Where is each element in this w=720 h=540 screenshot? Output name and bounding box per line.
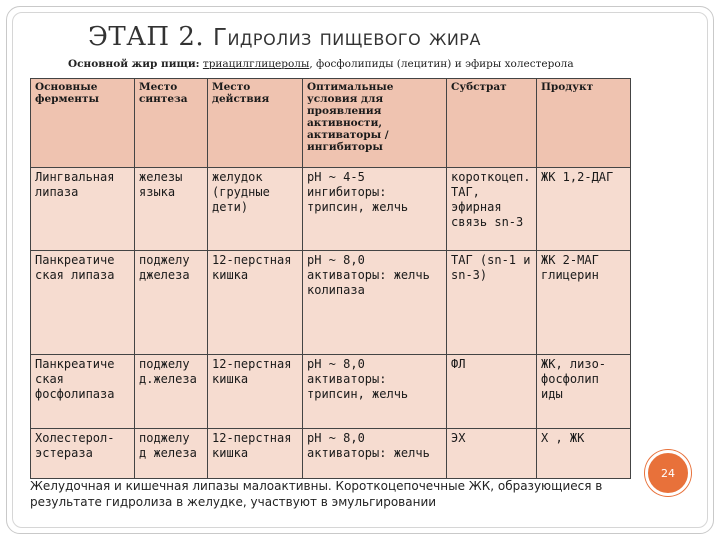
subtitle-lead: Основной жир пищи: xyxy=(68,58,200,70)
page-number-badge xyxy=(645,450,691,496)
cell-product: ЖК 2-МАГ глицерин xyxy=(537,251,631,355)
title-topic: Гидролиз пищевого жира xyxy=(212,25,481,51)
subtitle-main-fat: триацилглицеролы xyxy=(202,58,310,70)
cell-enzyme: Холестерол-эстераза xyxy=(31,429,135,479)
cell-conditions: рН ~ 4-5 ингибиторы: трипсин, желчь xyxy=(303,168,447,251)
footnote: Желудочная и кишечная липазы малоактивны. Короткоцепочечные ЖК, образующиеся в результате гидролиза в желудке, участвуют в эмульгировании xyxy=(30,479,603,509)
cell-enzyme: Лингвальная липаза xyxy=(31,168,135,251)
slide-title xyxy=(88,22,481,52)
header-substrate: Субстрат xyxy=(447,79,537,168)
cell-action: желудок (грудные дети) xyxy=(208,168,303,251)
cell-substrate: ТАГ (sn-1 и sn-3) xyxy=(447,251,537,355)
header-synthesis-site: Место синтеза xyxy=(135,79,208,168)
table-row xyxy=(31,251,631,355)
cell-substrate: ФЛ xyxy=(447,355,537,429)
cell-product: ЖК, лизо-фосфолип иды xyxy=(537,355,631,429)
cell-conditions: рН ~ 8,0 активаторы: желчь xyxy=(303,429,447,479)
cell-conditions: рН ~ 8,0 активаторы: трипсин, желчь xyxy=(303,355,447,429)
cell-product: ЖК 1,2-ДАГ xyxy=(537,168,631,251)
cell-action: 12-перстная кишка xyxy=(208,355,303,429)
table-row xyxy=(31,429,631,479)
enzymes-table xyxy=(30,78,631,479)
cell-conditions: рН ~ 8,0 активаторы: желчь колипаза xyxy=(303,251,447,355)
header-conditions: Оптимальные условия для проявления активности, активаторы /ингибиторы xyxy=(303,79,447,168)
cell-action: 12-перстная кишка xyxy=(208,429,303,479)
header-product: Продукт xyxy=(537,79,631,168)
title-stage: ЭТАП 2. xyxy=(88,22,205,52)
cell-enzyme: Панкреатиче ская фосфолипаза xyxy=(31,355,135,429)
cell-product: Х , ЖК xyxy=(537,429,631,479)
page-number: 24 xyxy=(661,466,675,480)
header-enzymes: Основные ферменты xyxy=(31,79,135,168)
cell-synthesis: поджелу д железа xyxy=(135,429,208,479)
subtitle-rest: , фосфолипиды (лецитин) и эфиры холестерола xyxy=(309,58,574,70)
cell-synthesis: железы языка xyxy=(135,168,208,251)
cell-substrate: короткоцеп. ТАГ, эфирная связь sn-3 xyxy=(447,168,537,251)
table-header-row xyxy=(31,79,631,168)
cell-synthesis: поджелу джелеза xyxy=(135,251,208,355)
table-row xyxy=(31,168,631,251)
cell-action: 12-перстная кишка xyxy=(208,251,303,355)
cell-synthesis: поджелу д.железа xyxy=(135,355,208,429)
cell-substrate: ЭХ xyxy=(447,429,537,479)
header-action-site: Место действия xyxy=(208,79,303,168)
cell-enzyme: Панкреатиче ская липаза xyxy=(31,251,135,355)
table-row xyxy=(31,355,631,429)
slide-subtitle xyxy=(68,58,574,70)
